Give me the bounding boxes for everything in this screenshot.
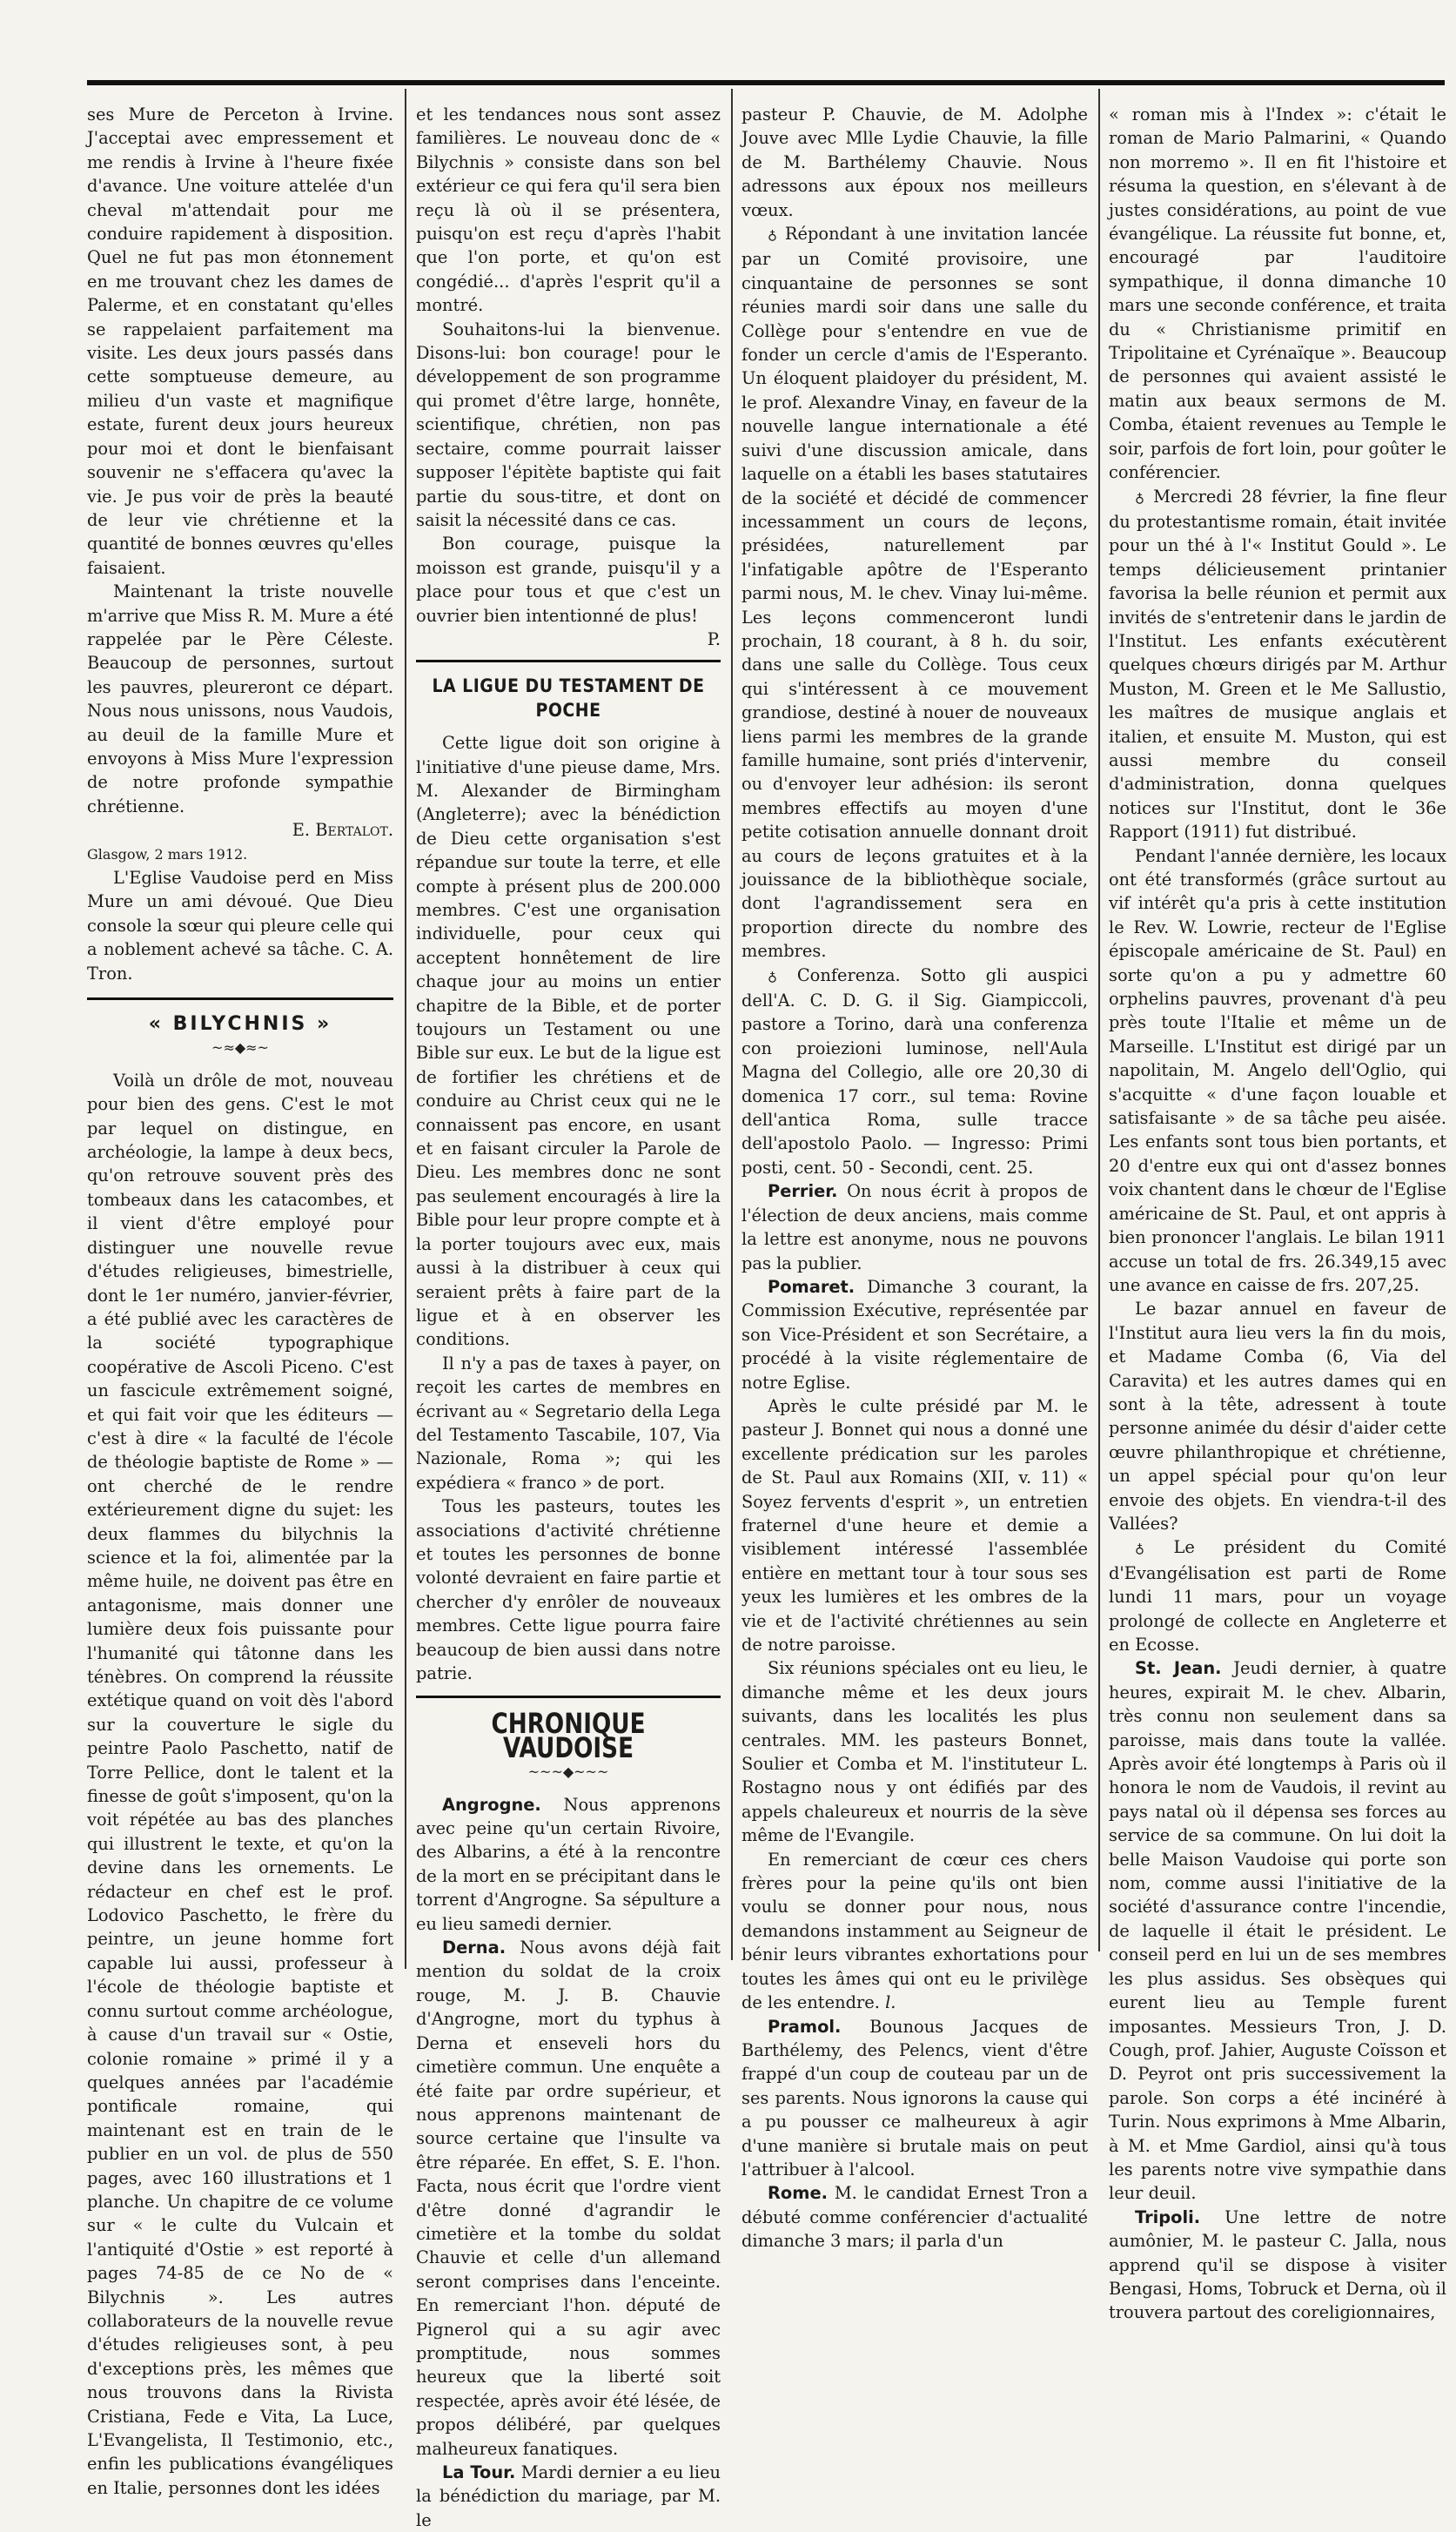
ornament: ~~~◆~~~ bbox=[527, 1763, 609, 1781]
paragraph-text: L'Eglise Vaudoise perd en Miss Mure un ami dévoué. Que Dieu console la sœur qui pleure celle qui a noblement achevé sa tâche. bbox=[87, 868, 393, 960]
signature: P. bbox=[707, 628, 721, 649]
heading-text: CHRONIQUE VAUDOISE bbox=[491, 1707, 646, 1764]
paragraph: Tous les pasteurs, toutes les associations d'activité chrétienne et toutes les personnes de bonne volonté devraient en faire partie et chercher d'y enrôler de nouveaux membres. Cette ligue pourra faire beaucoup de bien aussi dans notre patrie. bbox=[416, 1496, 721, 1683]
paragraph: Souhaitons-lui la bienvenue. Disons-lui: bon courage! pour le développement de son programme qui promet d'être large, honnête, scientifique, chrétien, non pas sectaire, comme pourrait laisser supposer l'épitète baptiste qui fait partie du sous-titre, et dont on saisit la nécessité dans ce cas. bbox=[416, 319, 721, 530]
paragraph: ses Mure de Perceton à Irvine. J'acceptai avec empressement et me rendis à Irvine à l'heure fixée d'avance. Une voiture attelée d'un cheval m'attendait pour me conduire rapidement à disposition. Quel ne fut pas mon étonnement en me trouvant chez les dames de Palerme, et en constatant qu'elles se rappelaient parfaitement ma visite. Les deux jours passés dans cette somptueuse demeure, au milieu d'un vaste et magnifique estate, furent deux jours heureux pour moi et dont le bienfaisant souvenir ne s'effacera qu'avec la vie. Je pus voir de près la beauté de leur vie chrétienne et la quantité de bonnes œuvres qu'elles faisaient. bbox=[87, 104, 393, 578]
news-item bbox=[1109, 1656, 1446, 2205]
news-text: M. le candidat Ernest Tron a débuté comme conférencier d'actualité dimanche 3 mars; il parla d'un bbox=[741, 2183, 1088, 2252]
paragraph-text: Mercredi 28 février, la fine fleur du protestantisme romain, était invitée pour un thé à l'« Institut Gould ». Le temps délicieusement printanier favorisa la belle réunion et permit aux invités de s'entretenir dans le jardin de l'Institut. Les enfants exécutèrent quelques chœurs dirigés par M. Arthur Muston, M. Green et le Me Sallustio, les maîtres de musique anglais et italien, et ensuite M. Muston, qui est aussi membre du conseil d'administration, donna quelques notices sur l'Institut, dont le 36e Rapport (1911) fut distribué. bbox=[1109, 486, 1446, 843]
paragraph-text: Répondant à une invitation lancée par un Comité provisoire, une cinquantaine de personnes se sont réunies mardi soir dans une salle du Collège pour s'entendre en vue de fonder un cercle d'amis de l'Esperanto. Un éloquent plaidoyer du président, M. le prof. Alexandre Vinay, en faveur de la nouvelle langue internationale a été suivi d'une discussion amicale, dans laquelle on a établi les bases statutaires de la société et décidé de commencer incessamment un cours de leçons, présidées, naturellement par l'infatigable apôtre de l'Esperanto parmi nous, M. le chev. Vinay lui-même. Les leçons commenceront lundi prochain, 18 courant, à 8 h. du soir, dans une salle du Collège. Tous ceux qui s'intéressent à ce mouvement grandiose, destiné à nouer de nouveaux liens parmi les membres de la grande famille humaine, sont priés d'intervenir, ou d'envoyer leur adhésion: ils seront membres effectifs au moyen d'une petite cotisation annuelle donnant droit au cours de leçons gratuites et à la jouissance de la bibliothèque sociale, dont l'agrandissement sera en proportion directe du nombre des membres. bbox=[741, 224, 1088, 962]
place-name: Pramol. bbox=[768, 2016, 842, 2037]
paragraph: Après le culte présidé par M. le pasteur J. Bonnet qui nous a donné une excellente prédication sur les paroles de St. Paul aux Romains (XII, v. 11) « Soyez fervents d'esprit », un entretien fraternel d'une heure et demie a visiblement intéressé l'assemblée entière en mettant tour à tour sous ses yeux les lumières et les ombres de la vie et de l'activité chrétiennes au sein de notre paroisse. bbox=[741, 1395, 1088, 1655]
dateline: Glasgow, 2 mars 1912. bbox=[87, 845, 248, 863]
section-mark-icon: ♁ bbox=[768, 968, 777, 984]
news-item bbox=[416, 2461, 721, 2532]
paragraph bbox=[1109, 485, 1446, 844]
news-item bbox=[416, 1936, 721, 2461]
paragraph bbox=[741, 1848, 1088, 2015]
place-name: La Tour. bbox=[442, 2462, 516, 2482]
paragraph: et les tendances nous sont assez familières. Le nouveau donc de « Bilychnis » consiste dans son bel extérieur ce qui fera qu'il sera bien reçu là où il se présentera, puisqu'on est reçu d'après l'habit que l'on porte, et qu'on est congédié... d'après l'esprit qu'il a montré. bbox=[416, 104, 721, 316]
place-name: Tripoli. bbox=[1135, 2206, 1201, 2227]
paragraph bbox=[87, 866, 393, 985]
section-mark-icon: ♁ bbox=[1135, 1541, 1144, 1557]
heading-text: LA LIGUE DU TESTAMENT DE POCHE bbox=[432, 675, 705, 721]
news-text: On nous écrit à propos de l'élection de deux anciens, mais comme la lettre est anonyme, nous ne pouvons pas la publier. bbox=[741, 1181, 1088, 1273]
news-text: Nous apprenons avec peine qu'un certain Rivoire, des Albarins, a été à la rencontre de la mort en se précipitant dans le torrent d'Angrogne. Sa sépulture a eu lieu samedi dernier. bbox=[416, 1794, 721, 1934]
paragraph: Pendant l'année dernière, les locaux ont été transformés (grâce surtout au vif intérêt qu'a pris à cette institution le Rev. W. Lowrie, recteur de l'Eglise épiscopale américaine de St. Paul) en sorte qu'on a pu y admettre 60 orphelins pauvres, provenant d'à peu près toute l'Italie et même un de Marseille. L'Institut est dirigé par un napolitain, M. Angelo dell'Oglio, qui s'acquitte « d'une façon louable et satisfaisante » de sa tâche peu aisée. Les enfants sont tous bien portants, et 20 d'entre eux qui ont d'assez bonnes voix chantent dans le chœur de l'Eglise américaine de St. Paul, et ont appris à bien prononcer l'anglais. Le bilan 1911 accuse un total de frs. 26.349,15 avec une avance en caisse de frs. 207,25. bbox=[1109, 845, 1446, 1295]
place-name: Angrogne. bbox=[442, 1794, 541, 1815]
place-name: Pomaret. bbox=[768, 1276, 855, 1297]
paragraph: Le bazar annuel en faveur de l'Institut aura lieu vers la fin du mois, et Madame Comba (6, Via del Caravita) et les autres dames qui en sont à la tête, adressent à toute personne animée du désir d'aider cette œuvre philanthropique et chrétienne, un appel spécial pour qu'on leur envoie des objets. En viendra-t-il des Vallées? bbox=[1109, 1299, 1446, 1534]
column-divider bbox=[1098, 89, 1100, 1951]
place-name: Perrier. bbox=[768, 1181, 838, 1202]
paragraph-text: En remerciant de cœur ces chers frères pour la peine qu'ils ont bien voulu se donner pour nous, nous demandons instamment au Seigneur de bénir leurs vibrantes exhortations pour toutes les âmes qui ont eu le privilège de les entendre. bbox=[741, 1849, 1088, 2013]
news-text: Nous avons déjà fait mention du soldat de la croix rouge, M. J. B. Chauvie d'Angrogne, mort du typhus à Derna et enseveli hors du cimetière commun. Une enquête a été faite par ordre supérieur, et nous apprenons maintenant de source certaine que l'insulte va être réparée. En effet, S. E. l'hon. Facta, nous écrit que l'ordre vient d'être donné d'agrandir le cimetière et la tombe du soldat Chauvie et celle d'un allemand seront comprises dans l'enceinte. En remerciant l'hon. député de Pignerol qui a su agir avec promptitude, nous sommes heureux que la liberté soit respectée, après avoir été lésée, de propos délibéré, par quelques malheureux fanatiques. bbox=[416, 1938, 721, 2459]
section-mark-icon: ♁ bbox=[768, 227, 777, 244]
column-4 bbox=[1109, 103, 1446, 2323]
paragraph-text: Conferenza. Sotto gli auspici dell'A. C. D. G. il Sig. Giampiccoli, pastore a Torino, darà una conferenza con proiezioni luminose, nell'Aula Magna del Collegio, alle ore 20,30 di domenica 17 corr., sul tema: Rovine dell'antica Roma, sulle tracce dell'apostolo Paolo. — Ingresso: Primi posti, cent. 50 - Secondi, cent. 25. bbox=[741, 964, 1088, 1178]
place-name: Derna. bbox=[442, 1938, 507, 1958]
column-1 bbox=[87, 103, 394, 2498]
paragraph: Maintenant la triste nouvelle m'arrive que Miss R. M. Mure a été rappelée par le Père Céleste. Beaucoup de personnes, surtout les pauvres, pleureront ce départ. Nous nous unissons, nous Vaudois, au deuil de la famille Mure et envoyons à Miss Mure l'expression de notre profonde sympathie chrétienne. bbox=[87, 581, 393, 816]
news-item bbox=[1109, 2206, 1446, 2325]
news-text: Jeudi dernier, à quatre heures, expirait M. le chev. Albarin, très connu non seulement dans sa paroisse, mais dans toute la vallée. Après avoir été longtemps à Paris où il honora le nom de Vaudois, il revint au pays natal où il dépensa ses forces au service de sa commune. On lui doit la belle Maison Vaudoise qui porte son nom, comme aussi l'initiative de la société d'assurance contre l'incendie, de laquelle il était le président. Le conseil perd en lui un de ses membres les plus assidus. Ses obsèques qui eurent lieu au Temple furent imposantes. Messieurs Tron, J. D. Cough, prof. Jahier, Auguste Coïsson et D. Peyrot ont pris successivement la parole. Son corps a été incinéré à Turin. Nous exprimons à Mme Albarin, à M. et Mme Gardiol, ainsi qu'à tous les parents notre vive sympathie dans leur deuil. bbox=[1109, 1658, 1446, 2204]
news-item bbox=[741, 2181, 1088, 2253]
ornament: ~≈◆≈~ bbox=[211, 1039, 269, 1057]
news-text: Mardi dernier a eu lieu la bénédiction du mariage, par M. le bbox=[416, 2462, 721, 2530]
section-mark-icon: ♁ bbox=[1135, 489, 1144, 506]
paragraph: Bon courage, puisque la moisson est grande, puisqu'il y a place pour tous et que c'est un ouvrier bien intentionné de plus! bbox=[416, 534, 721, 626]
paragraph bbox=[741, 964, 1088, 1180]
paragraph bbox=[1109, 1535, 1446, 1656]
section-heading-ligue bbox=[416, 660, 721, 722]
column-divider bbox=[405, 89, 406, 1969]
column-divider bbox=[731, 89, 733, 1960]
signature: C. A. Tron. bbox=[87, 939, 394, 984]
paragraph: Cette ligue doit son origine à l'initiative d'une pieuse dame, Mrs. M. Alexander de Birmingham (Angleterre); avec la bénédiction de Dieu cette organisation s'est répandue sur toute la terre, et elle compte à présent plus de 200.000 membres. C'est une organisation individuelle, pour ceux qui acceptent honnêtement de lire chaque jour au moins un entier chapitre de la Bible, et de porter toujours un Testament ou une Bible sur eux. Le but de la ligue est de fortifier les chrétiens et de conduire au Christ ceux qui ne le connaissent pas encore, en usant et en faisant circuler la Parole de Dieu. Les membres donc ne sont pas seulement encouragés à lire la Bible pour leur propre compte et à la porter toujours avec eux, mais aussi à la distribuer à ceux qui seraient prêts à faire part de la ligue et à en observer les conditions. bbox=[416, 733, 721, 1350]
news-text: Une lettre de notre aumônier, M. le pasteur C. Jalla, nous apprend qu'il se dispose à visiter Bengasi, Homs, Tobruck et Derna, où il trouvera partout des coreligionnaires, bbox=[1109, 2206, 1446, 2323]
paragraph: pasteur P. Chauvie, de M. Adolphe Jouve avec Mlle Lydie Chauvie, la fille de M. Barthélemy Chauvie. Nous adressons aux époux nos meilleurs vœux. bbox=[741, 104, 1088, 220]
paragraph: « roman mis à l'Index »: c'était le roman de Mario Palmarini, « Quando non morremo ». Il en fit l'histoire et résuma la question, en s'élevant à de justes considérations, au point de vue évangélique. La réussite fut bonne, et, encouragé par l'auditoire sympathique, il donna dimanche 10 mars une seconde conférence, et traita du « Christianisme primitif en Tripolitaine et Cyrénaïque ». Beaucoup de personnes qui avaient assisté le matin aux beaux sermons de M. Comba, étaient revenues au Temple le soir, parfois de fort loin, pour goûter le conférencier. bbox=[1109, 104, 1446, 483]
news-item bbox=[741, 2015, 1088, 2182]
top-rule bbox=[87, 80, 1445, 85]
column-3 bbox=[741, 103, 1088, 2252]
place-name: St. Jean. bbox=[1135, 1658, 1222, 1679]
news-text: Dimanche 3 courant, la Commission Exécutive, représentée par son Vice-Président et son Secrétaire, a procédé à la visite réglementaire de notre Eglise. bbox=[741, 1276, 1088, 1393]
column-2 bbox=[416, 103, 721, 2530]
news-item bbox=[741, 1275, 1088, 1394]
section-heading-chronique bbox=[416, 1696, 721, 1783]
paragraph bbox=[741, 222, 1088, 964]
news-item bbox=[741, 1179, 1088, 1275]
section-heading-bilychnis bbox=[87, 997, 393, 1060]
heading-text: « BILYCHNIS » bbox=[148, 1013, 332, 1036]
paragraph: Il n'y a pas de taxes à payer, on reçoit les cartes de membres en écrivant au « Segretario della Lega del Testamento Tascabile, 107, Via Nazionale, Roma »; qui les expédiera « franco » de port. bbox=[416, 1353, 721, 1493]
paragraph-text: Le président du Comité d'Evangélisation est parti de Rome lundi 11 mars, pour un voyage prolongé de collecte en Angleterre et en Ecosse. bbox=[1109, 1537, 1446, 1655]
paragraph: Six réunions spéciales ont eu lieu, le dimanche même et les deux jours suivants, dans les localités les plus centrales. MM. les pasteurs Bonnet, Soulier et Comba et M. l'instituteur L. Rostagno nous y ont édifiés par des appels chaleureux et nourris de la sève même de l'Evangile. bbox=[741, 1658, 1088, 1846]
news-item bbox=[416, 1793, 721, 1936]
signature: E. Bertalot. bbox=[292, 820, 393, 841]
signature: l. bbox=[885, 1992, 896, 2013]
news-text: Bounous Jacques de Barthélemy, des Pelencs, vient d'être frappé d'un coup de couteau par un de ses parents. Nous ignorons la cause qui a pu pousser ce malheureux à agir d'une manière si brutale mais on peut l'attribuer à l'alcool. bbox=[741, 2016, 1088, 2179]
place-name: Rome. bbox=[768, 2183, 828, 2204]
paragraph: Voilà un drôle de mot, nouveau pour bien des gens. C'est le mot par lequel on distingue, en archéologie, la lampe à deux becs, qu'on retrouve souvent près des tombeaux dans les catacombes, et il vient d'être employé pour distinguer une nouvelle revue d'études religieuses, bimestrielle, dont le 1er numéro, janvier-février, a été publié avec les caractères de la société typographique coopérative de Ascoli Piceno. C'est un fascicule extrêmement soigné, et qui fait voir que les éditeurs — c'est à dire « la faculté de l'école de théologie baptiste de Rome » — ont cherché de le rendre extérieurement digne du sujet: les deux flammes du bilychnis la science et la foi, alimentée par la même huile, ne doivent pas être en antagonisme, mais donner une lumière deux fois puissante pour l'humanité qui tâtonne dans les ténèbres. On comprend la réussite extétique quand on voit dès l'abord sur la couverture le sigle du peintre Paolo Paschetto, natif de Torre Pellice, dont le talent et la finesse de goût s'imposent, qu'on la voit répétée au bas des planches qui illustrent le texte, et qu'on la devine dans les ornements. Le rédacteur en chef est le prof. Lodovico Paschetto, le frère du peintre, un jeune homme fort capable lui aussi, professeur à l'école de théologie baptiste et connu surtout comme archéologue, à cause d'un travail sur « Ostie, colonie romaine » primé il y a quelques années par l'académie pontificale romaine, qui maintenant est en train de le publier en un vol. de plus de 550 pages, avec 160 illustrations et 1 planche. Un chapitre de ce volume sur « le culte du Vulcain et l'antiquité d'Ostie » est reporté à pages 74-85 de ce No de « Bilychnis ». Les autres collaborateurs de la nouvelle revue d'études religieuses sont, à peu d'exceptions près, les mêmes que nous trouvons dans la Rivista Cristiana, Fede e Vita, La Luce, L'Evangelista, Il Testimonio, etc., enfin les publications évangéliques en Italie, personnes dont les idées bbox=[87, 1070, 393, 2498]
